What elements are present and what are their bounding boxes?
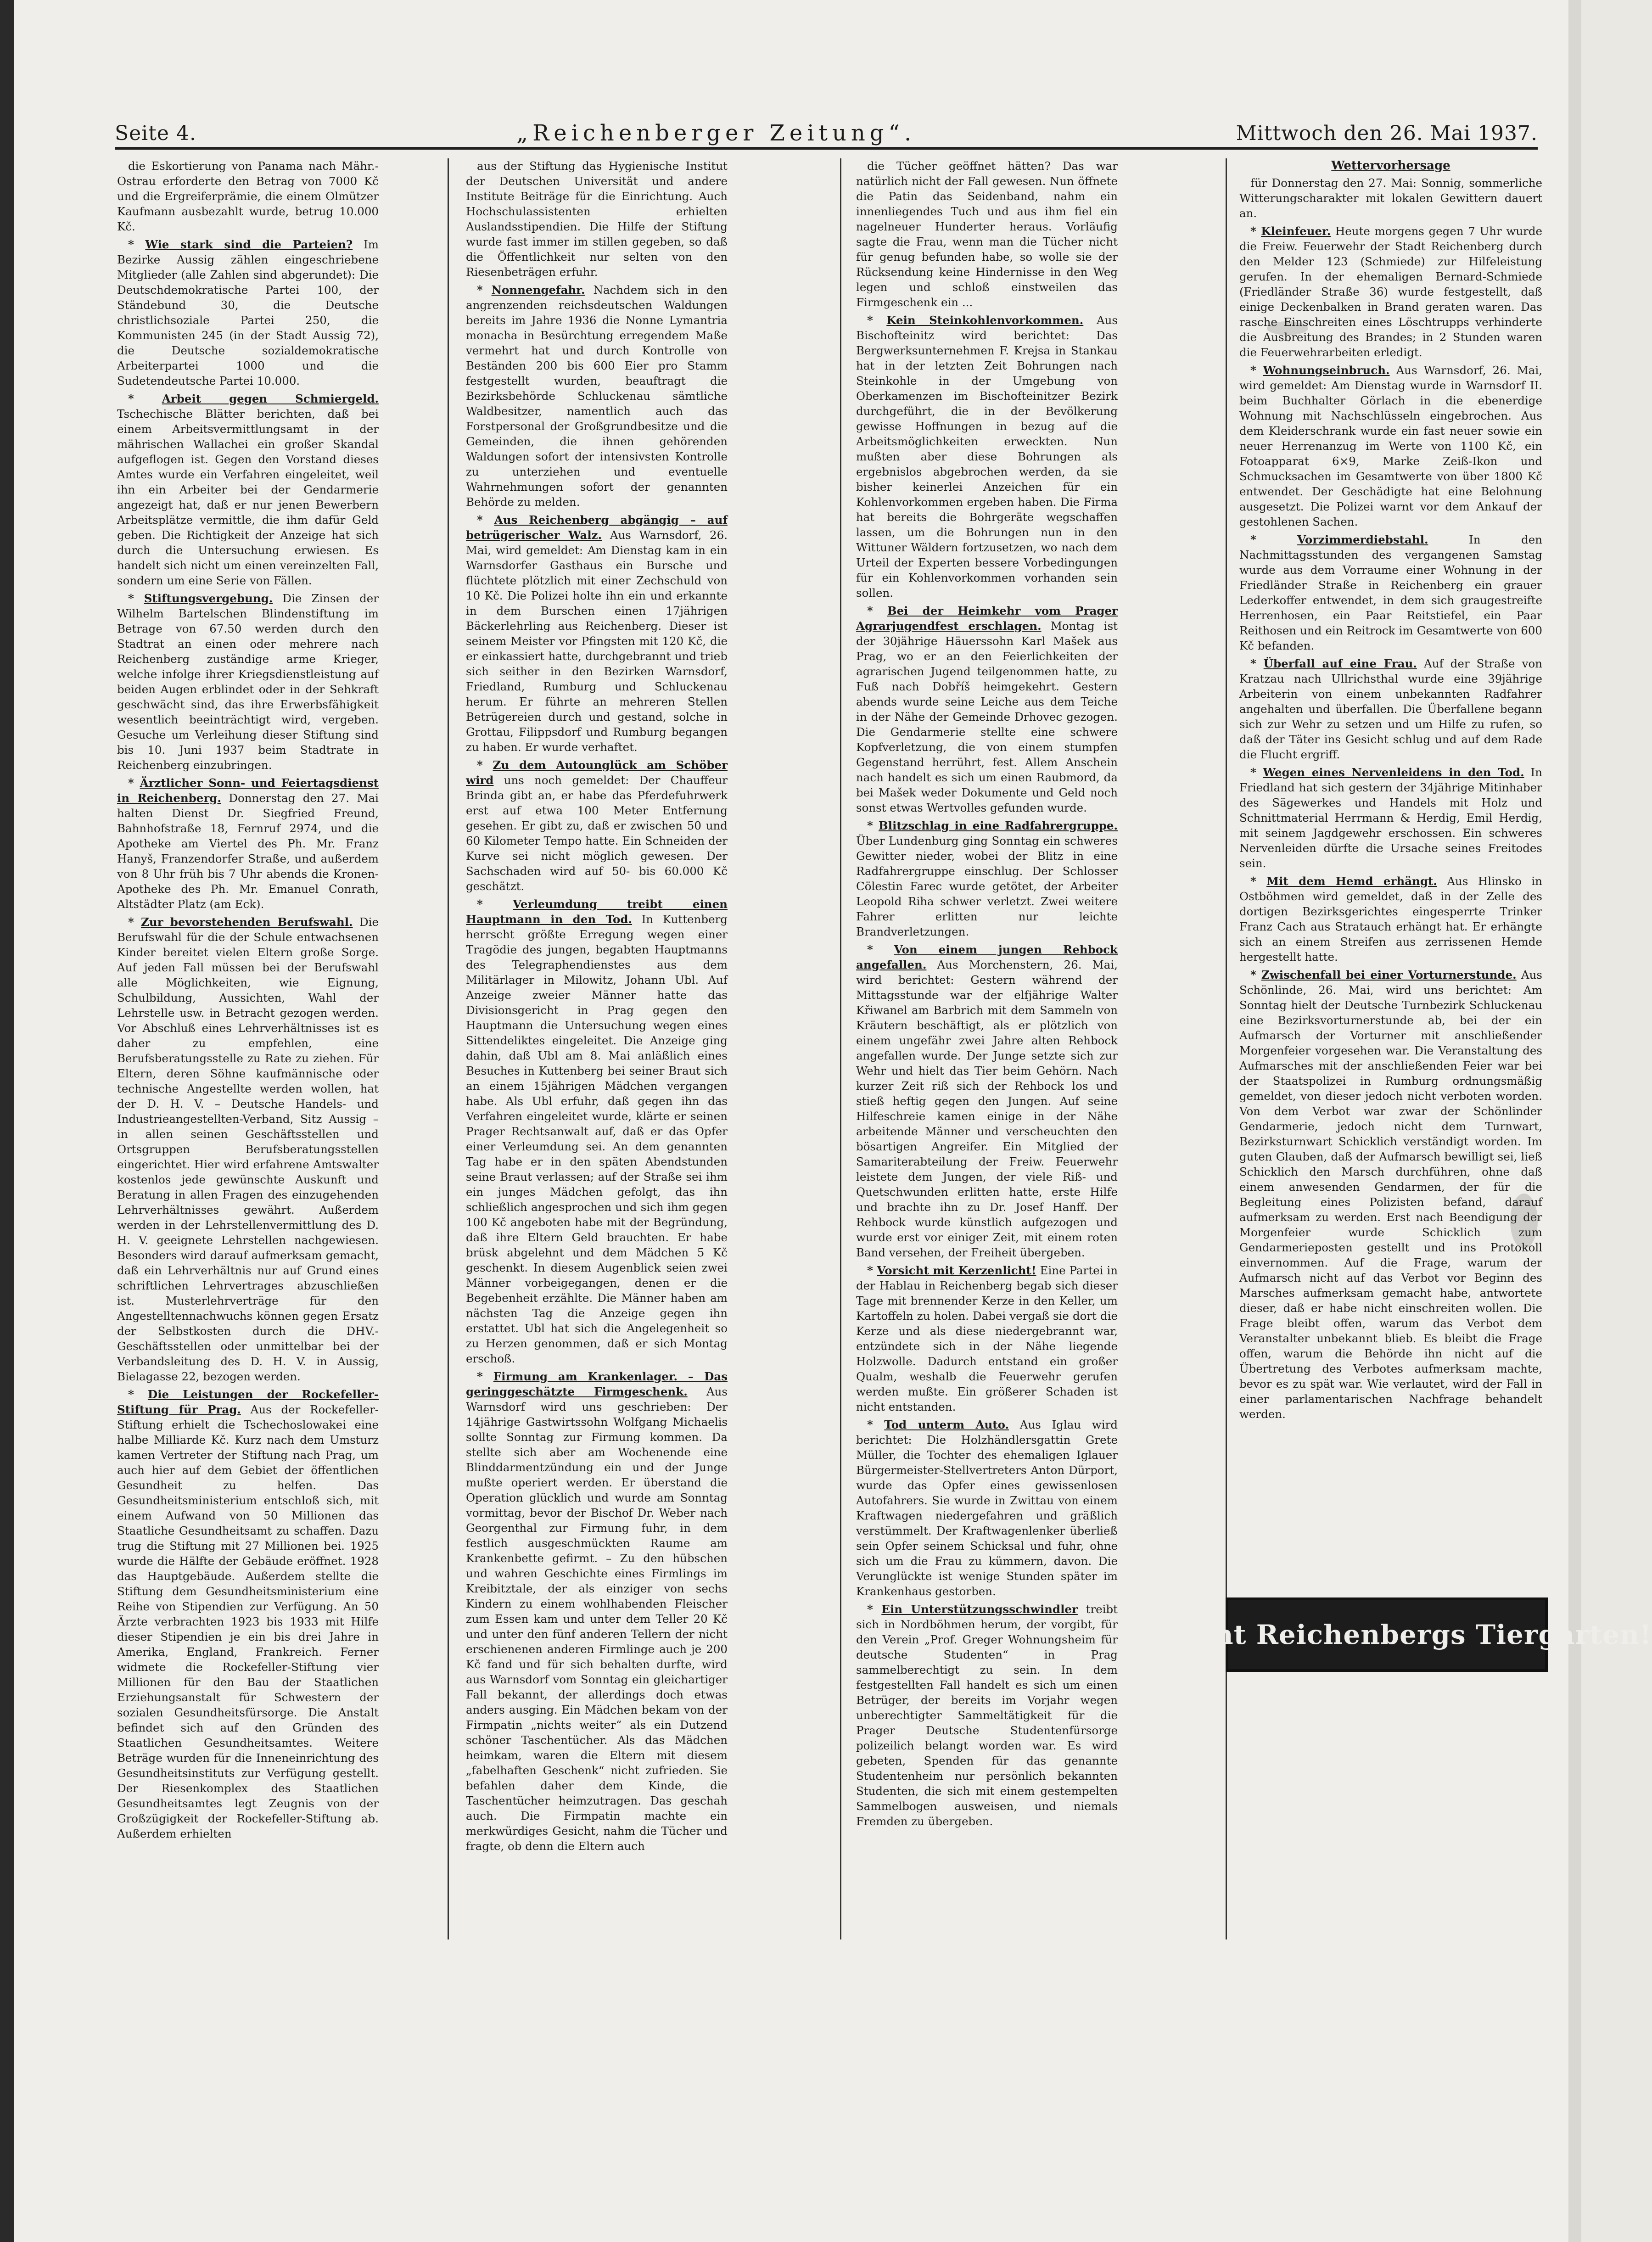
article-paragraph: [856, 158, 1118, 310]
scan-edge-right: [1568, 0, 1581, 2242]
advertisement-text: Besucht Reichenbergs Tiergarten!: [1121, 1619, 1652, 1650]
article-body: Aus Warnsdorf, 26. Mai, wird gemeldet: Am Dienstag kam in ein Warnsdorfer Gasthaus ein Bursche und flüchtete plötzlich mit einer Zechschuld von 10 Kč. Die Polizei holte ihn ein und erkannte in dem Burschen einen 17jährigen Bäckerlehrling aus Reichenberg. Dieser ist seinem Meister vor Pfingsten mit 120 Kč, die er einkassiert hatte, durchgebrannt und trieb sich seither in den Bezirken Warnsdorf, Friedland, Rumburg und Schluckenau herum. Er führte an mehreren Stellen Betrügereien durch und gestand, solche in Grottau, Filippsdorf und Rumburg begangen zu haben. Er wurde verhaftet.: [466, 528, 728, 754]
column-2: [466, 158, 728, 1939]
column-divider: [840, 158, 841, 1939]
article-paragraph: [856, 1417, 1118, 1599]
article-heading: Vorsicht mit Kerzenlicht!: [877, 1264, 1036, 1277]
bullet-star: *: [867, 1603, 882, 1616]
article-heading: Blitzschlag in eine Radfahrergruppe.: [878, 819, 1118, 832]
bullet-star: *: [867, 943, 894, 956]
column-divider: [448, 158, 449, 1939]
article-body: aus der Stiftung das Hygienische Institut der Deutschen Universität und andere Institute Beiträge für die Einrichtung. Auch Hochschulassistenten erhielten Auslandsstipendien. Die Hilfe der Stiftung wurde fast immer im stillen gegeben, so daß die Öffentlichkeit nur selten von den Riesenbeträgen erfuhr.: [466, 159, 728, 279]
article-body: Nachdem sich in den angrenzenden reichsdeutschen Waldungen bereits im Jahre 1936 die Nonne Lymantria monacha in Besürchtung erregendem Maße vermehrt hat und durch Kontrolle von Beständen 200 bis 600 Eier pro Stamm festgestellt wurden, beauftragt die Bezirksbehörde Schluckenau sämtliche Waldbesitzer, namentlich auch das Forstpersonal der Großgrundbesitze und die Gemeinden, die ihnen gehörenden Waldungen sofort der intensivsten Kontrolle zu unterziehen und eventuelle Wahrnehmungen sofort der genannten Behörde zu melden.: [466, 283, 728, 509]
bullet-star: *: [477, 513, 494, 527]
article-body: In den Nachmittagsstunden des vergangenen Samstag wurde aus dem Vorraume einer Wohnung in der Friedländer Straße in Reichenberg ein grauer Lederkoffer entwendet, in dem sich graugestreifte Herrenhosen, ein Paar Reitstiefel, ein Paar Reithosen und ein Reitrock im Gesamtwerte von 600 Kč befanden.: [1239, 533, 1542, 652]
bullet-star: *: [867, 1418, 885, 1431]
article-body: Tschechische Blätter berichten, daß bei einem Arbeitsvermittlungsamt in der mährischen Wallachei ein großer Skandal aufgeflogen ist. Gegen den Vorstand dieses Amtes wurde ein Verfahren eingeleitet, weil ihn ein Arbeiter bei der Gendarmerie angezeigt hat, daß er nur jenen Bewerbern Arbeitsplätze vermittle, die ihm dafür Geld geben. Die Richtigkeit der Anzeige hat sich durch die Untersuchung erwiesen. Es handelt sich nicht um einen vereinzelten Fall, sondern um eine Serie von Fällen.: [117, 407, 379, 587]
article-body: Montag ist der 30jährige Häuerssohn Karl Mašek aus Prag, wo er an den Feierlichkeiten der agrarischen Jugend teilgenommen hatte, zu Fuß nach Dobříš heimgekehrt. Gestern abends wurde seine Leiche aus dem Teiche in der Nähe der Gemeinde Drhovec gezogen. Die Gendarmerie stellte eine schwere Kopfverletzung, die von einem stumpfen Gegenstand herrührt, fest. Allem Anschein nach handelt es sich um einen Raubmord, da bei Mašek weder Dokumente und Geld noch sonst etwas Wertvolles gefunden wurde.: [856, 619, 1118, 814]
article-heading: Vorzimmerdiebstahl.: [1297, 533, 1428, 546]
article-heading: Verleumdung treibt einen Hauptmann in den Tod.: [466, 897, 728, 926]
article: [856, 1602, 1118, 1829]
article: [117, 591, 379, 773]
bullet-star: *: [477, 1370, 493, 1383]
article-heading: Nonnengefahr.: [491, 283, 585, 297]
article-body: Aus der Rockefeller-Stiftung erhielt die Tschechoslowakei eine halbe Milliarde Kč. Kurz nach dem Umsturz kamen Vertreter der Stiftung nach Prag, um auch hier auf dem Gebiet der öffentlichen Gesundheit zu helfen. Das Gesundheitsministerium entschloß sich, mit einem Aufwand von 50 Millionen das Staatliche Gesundheitsamt zu schaffen. Dazu trug die Stiftung mit 27 Millionen bei. 1925 wurde die Hälfte der Gebäude eröffnet. 1928 das Hauptgebäude. Außerdem stellte die Stiftung dem Gesundheitsministerium eine Reihe von Stipendien zur Verfügung. An 50 Ärzte verbrachten 1923 bis 1933 mit Hilfe dieser Stipendien je ein bis drei Jahre in Amerika, England, Frankreich. Ferner widmete die Rockefeller-Stiftung vier Millionen für den Bau der Staatlichen Erziehungsanstalt für Schwestern der sozialen Gesundheitsfürsorge. Die Anstalt befindet sich auf den Gründen des Staatlichen Gesundheitsamtes. Weitere Beträge wurden für die Inneneinrichtung des Gesundheitsinstituts zur Verfügung gestellt. Der Riesenkomplex des Staatlichen Gesundheitsamtes legt Zeugnis von der Großzügigkeit der Rockefeller-Stiftung ab. Außerdem erhielten: [117, 1403, 379, 1840]
bullet-star: *: [128, 776, 140, 790]
article-heading: Zu dem Autounglück am Schöber wird: [466, 758, 728, 787]
article-heading: Aus Reichenberg abgängig – auf betrügerischer Walz.: [466, 513, 728, 542]
article: [117, 914, 379, 1384]
bullet-star: *: [1250, 224, 1261, 238]
article-heading: Wohnungseinbruch.: [1263, 364, 1390, 377]
article: [117, 775, 379, 912]
article-paragraph: [1239, 224, 1542, 360]
column-4: [1239, 158, 1542, 1728]
article-body: In Kuttenberg herrscht größte Erregung wegen einer Tragödie des jungen, begabten Hauptmanns des Telegraphendienstes aus dem Militärlager in Milowitz, Johann Ubl. Auf Anzeige zweier Männer hatte das Divisionsgericht in Prag gegen den Hauptmann die Untersuchung wegen eines Sittendeliktes eingeleitet. Die Anzeige ging dahin, daß Ubl am 8. Mai anläßlich eines Besuches in Kuttenberg bei seiner Braut sich an einem 15jährigen Mädchen vergangen habe. Als Ubl erfuhr, daß gegen ihn das Verfahren eingeleitet wurde, klärte er seinen Prager Rechtsanwalt auf, daß er das Opfer einer Verleumdung sei. An dem genannten Tag habe er in den späten Abendstunden seine Braut verlassen; auf der Straße sei ihm ein junges Mädchen gefolgt, das ihn schließlich angesprochen und sich ihm gegen 100 Kč angeboten habe mit der Begründung, daß ihre Eltern Geld brauchten. Er habe brüsk abgelehnt und dem Mädchen 5 Kč geschenkt. In diesem Augenblick seien zwei Männer vorbeigegangen, denen er die Begebenheit erzählte. Die Männer haben am nächsten Tag die Anzeige gegen ihn erstattet. Ubl hat sich die Angelegenheit so zu Herzen genommen, daß er sich Montag erschoß.: [466, 913, 728, 1365]
article-heading: Arbeit gegen Schmiergeld.: [162, 392, 379, 405]
article-heading: Kein Steinkohlenvorkommen.: [886, 314, 1084, 327]
article: [856, 313, 1118, 600]
print-smudge: [1510, 1194, 1538, 1249]
page-header: [115, 117, 1538, 149]
newspaper-title: „Reichenberger Zeitung“.: [516, 120, 916, 146]
article: [1239, 363, 1542, 529]
bullet-star: *: [477, 283, 492, 297]
article-paragraph: [856, 313, 1118, 600]
bullet-star: *: [1250, 533, 1298, 546]
article-paragraph: [117, 158, 379, 234]
article: [466, 512, 728, 755]
article-body: Aus Hlinsko in Ostböhmen wird gemeldet, daß in der Zelle des dortigen Bezirksgerichtes eingesperrte Trinker Franz Cach aus Stratauch erhängt hat. Er erhängte sich an einem Streifen aus zerrissenen Hemde hergestellt hatte.: [1239, 874, 1542, 964]
article-body: treibt sich in Nordböhmen herum, der vorgibt, für den Verein „Prof. Greger Wohnungsheim für deutsche Studenten“ in Prag sammelberechtigt zu sein. In dem festgestellten Fall handelt es sich um einen Betrüger, der bereits im Vorjahr wegen unberechtigter Sammeltätigkeit für die Prager Deutsche Studentenfürsorge polizeilich belangt worden war. Es wird gebeten, Spenden für das genannte Studentenheim nur persönlich bekannten Studenten, die sich mit einem gestempelten Sammelbogen ausweisen, und niemals Fremden zu übergeben.: [856, 1603, 1118, 1828]
article-paragraph: [1239, 656, 1542, 762]
article: [466, 757, 728, 894]
article-body: Die Berufswahl für die der Schule entwachsenen Kinder bereitet vielen Eltern große Sorge. Auf jeden Fall müssen bei der Berufswahl alle Möglichkeiten, wie Eignung, Schulbildung, Aussichten, Wahl der Lehrstelle usw. in Betracht gezogen werden. Vor Abschluß eines Lehrverhältnisses ist es daher zu empfehlen, eine Berufsberatungsstelle zu Rate zu ziehen. Für Eltern, deren Söhne kaufmännische oder technische Angestellte werden wollen, hat der D. H. V. – Deutsche Handels- und Industrieangestellten-Verband, Sitz Aussig – in allen seinen Geschäftsstellen und Ortsgruppen Berufsberatungsstellen eingerichtet. Hier wird erfahrene Amtswalter kostenlos jede gewünschte Auskunft und Beratung in allen Fragen des einzugehenden Lehrverhältnisses gewährt. Außerdem werden in der Lehrstellenvermittlung des D. H. V. geeignete Lehrstellen nachgewiesen. Besonders wird darauf aufmerksam gemacht, daß ein Lehrverhältnis nur auf Grund eines schriftlichen Lehrvertrages abzuschließen ist. Musterlehrverträge für den Angestelltennachwuchs können gegen Ersatz der Selbstkosten durch die DHV.-Geschäftsstellen oder unmittelbar bei der Verbandsleitung des D. H. V. in Aussig, Bielagasse 22, bezogen werden.: [117, 915, 379, 1383]
column-divider: [1226, 158, 1227, 1939]
article-paragraph: [117, 391, 379, 588]
bullet-star: *: [1250, 874, 1267, 888]
bullet-star: *: [867, 604, 887, 617]
article-heading: Mit dem Hemd erhängt.: [1266, 874, 1437, 888]
article-paragraph: [1239, 967, 1542, 1422]
article-heading: Wettervorhersage: [1331, 159, 1450, 173]
bullet-star: *: [867, 1264, 877, 1277]
article-paragraph: [117, 1387, 379, 1841]
article-paragraph: [856, 1602, 1118, 1829]
article-body: Aus Warnsdorf, 26. Mai, wird gemeldet: Am Dienstag wurde in Warnsdorf II. beim Buchhalter Görlach in die ebenerdige Wohnung mit Nachschlüsseln eingebrochen. Aus dem Kleiderschrank wurde ein fast neuer sowie ein neuer Herrenanzug im Werte von 1100 Kč, ein Fotoapparat 6×9, Marke Zeiß-Ikon und Schmucksachen im Gesamtwerte von über 1800 Kč entwendet. Der Geschädigte hat eine Belohnung ausgesetzt. Die Polizei warnt vor dem Ankauf der gestohlenen Sachen.: [1239, 364, 1543, 528]
article-paragraph: [466, 282, 728, 510]
article-paragraph: [466, 512, 728, 755]
article-body: Auf der Straße von Kratzau nach Ullrichsthal wurde eine 39jährige Arbeiterin von einem unbekannten Radfahrer angehalten und überfallen. Die Überfallene begann sich zur Wehr zu setzen und um Hilfe zu rufen, so daß der Täter ins Gesicht schlug und auf dem Rade die Flucht ergriff.: [1239, 657, 1542, 761]
bullet-star: *: [477, 758, 493, 772]
article-body: uns noch gemeldet: Der Chauffeur Brinda gibt an, er habe das Pferdefuhrwerk erst auf etwa 100 Meter Entfernung gesehen. Er gibt zu, daß er zwischen 50 und 60 Kilometer Tempo hatte. Ein Schneiden der Kurve sei nicht möglich gewesen. Der Sachschaden wird auf 50- bis 60.000 Kč geschätzt.: [466, 773, 728, 893]
article: [856, 942, 1118, 1260]
article: [466, 158, 728, 280]
article-body: für Donnerstag den 27. Mai: Sonnig, sommerliche Witterungscharakter mit lokalen Gewittern dauert an.: [1239, 176, 1542, 220]
article-body: Die Zinsen der Wilhelm Bartelschen Blindenstiftung im Betrage von 67.50 werden durch den Stadtrat an einen oder mehrere nach Reichenberg zuständige arme Krieger, welche infolge ihrer Kriegsdienstleistung auf beiden Augen erblindet oder in der Sehkraft geschwächt sind, das ihre Erwerbsfähigkeit wesentlich beeinträchtigt wird, vergeben. Gesuche um Verleihung dieser Stiftung sind bis 10. Juni 1937 beim Stadtrate in Reichenberg einzubringen.: [117, 592, 379, 772]
article-paragraph: [856, 942, 1118, 1260]
issue-date: Mittwoch den 26. Mai 1937.: [1236, 121, 1538, 145]
article: [856, 818, 1118, 939]
article-paragraph: [117, 914, 379, 1384]
article-body: die Eskortierung von Panama nach Mähr.-Ostrau erforderte den Betrag von 7000 Kč und die Ergreiferprämie, die einem Olmützer Kaufmann ausbezahlt wurde, betrug 10.000 Kč.: [117, 159, 379, 233]
article-paragraph: [1239, 532, 1542, 653]
article-heading: Wie stark sind die Parteien?: [145, 238, 353, 251]
article: [1239, 532, 1542, 653]
article: [856, 1263, 1118, 1414]
article-body: In Friedland hat sich gestern der 34jährige Mitinhaber des Sägewerkes und Handels mit Holz und Schnittmaterial Herrmann & Herdig, Emil Herdig, mit seinem Jagdgewehr erschossen. Ein schweres Nervenleiden dürfte die Ursache seines Freitodes sein.: [1239, 766, 1543, 870]
bullet-star: *: [1250, 766, 1263, 779]
bullet-star: *: [128, 1388, 148, 1401]
bullet-star: *: [1250, 968, 1261, 981]
article-paragraph: [466, 897, 728, 1366]
article-heading: Stiftungsvergebung.: [144, 592, 273, 605]
advertisement-banner: [1121, 1597, 1652, 1672]
article: [856, 1417, 1118, 1599]
article: [117, 158, 379, 234]
article-heading: Firmung am Krankenlager. – Das geringgeschätzte Firmgeschenk.: [466, 1370, 728, 1398]
article-paragraph: [856, 603, 1118, 815]
bullet-star: *: [867, 819, 879, 832]
article-body: Aus Bischofteinitz wird berichtet: Das Bergwerksunternehmen F. Krejsa in Stankau hat in der letzten Zeit Bohrungen nach Steinkohle in der Umgebung von Oberkamenzen im Bischofteinitzer Bezirk durchgeführt, die in der Bevölkerung gewisse Hoffnungen in bezug auf die Arbeitsmöglichkeiten erweckten. Nun mußten aber diese Bohrungen als ergebnislos abgebrochen werden, da sie bisher keinerlei Anzeichen für ein Kohlenvorkommen ergeben haben. Die Firma hat bereits die Bohrgeräte wegschaffen lassen, um die Bohrungen nun in den Wittuner Wäldern fortzusetzen, wo nach dem Urteil der Experten bessere Vorbedingungen für ein Kohlenvorkommen vorhanden sein sollen.: [856, 314, 1118, 600]
article-heading: Von einem jungen Rehbock angefallen.: [856, 943, 1118, 971]
header-rule: [115, 147, 1538, 150]
article-heading: Die Leistungen der Rockefeller-Stiftung für Prag.: [117, 1388, 379, 1416]
article-paragraph: [117, 775, 379, 912]
bullet-star: *: [1250, 364, 1263, 377]
print-smudge: [1267, 321, 1308, 335]
article-body: Aus Warnsdorf wird uns geschrieben: Der 14jährige Gastwirtssohn Wolfgang Michaelis sollte Sonntag zur Firmung kommen. Da stellte sich aber am Wochenende eine Blinddarmentzündung ein und der Junge mußte operiert werden. Er überstand die Operation glücklich und wurde am Sonntag vormittag, bevor der Bischof Dr. Weber nach Georgenthal zur Firmung fuhr, in dem festlich ausgeschmückten Raume am Krankenbette gefirmt. – Zu den hübschen und wahren Geschichte eines Firmlings im Kreibitztale, der als einziger von sechs Kindern zu einem wohlhabenden Fleischer zum Essen kam und unter dem Teller 20 Kč und unter den fünf anderen Tellern der nicht erschienenen anderen Firmlinge auch je 200 Kč fand und für sich behalten durfte, wird aus Warnsdorf vom Sonntag ein gleichartiger Fall bekannt, der allerdings doch etwas anders ausging. Ein Mädchen bekam von der Firmpatin „nichts weiter“ als ein Dutzend schöner Taschentücher. Als das Mädchen heimkam, waren die Eltern mit diesem „fabelhaften Geschenk“ nicht zufrieden. Sie befahlen daher dem Kinde, die Taschentücher heimzutragen. Das geschah auch. Die Firmpatin machte ein merkwürdiges Gesicht, nahm die Tücher und fragte, ob denn die Eltern auch: [466, 1385, 728, 1853]
bullet-star: *: [128, 392, 162, 405]
article-body: Donnerstag den 27. Mai halten Dienst Dr. Siegfried Freund, Bahnhofstraße 18, Fernruf 2974, und die Apotheke am Viertel des Ph. Mr. Franz Hanyš, Franzendorfer Straße, und außerdem von 8 Uhr früh bis 7 Uhr abends die Kronen-Apotheke des Ph. Mr. Emanuel Conrath, Altstädter Platz (am Eck).: [117, 791, 379, 911]
article-heading: Ärztlicher Sonn- und Feiertagsdienst in Reichenberg.: [117, 776, 379, 805]
bullet-star: *: [1250, 657, 1264, 670]
article-heading: Zur bevorstehenden Berufswahl.: [141, 915, 353, 929]
article-body: Eine Partei in der Hablau in Reichenberg begab sich dieser Tage mit brennender Kerze in den Keller, um Kartoffeln zu holen. Dabei vergaß sie dort die Kerze und als diese niedergebrannt war, entzündete sich in der Nähe liegende Holzwolle. Dadurch entstand ein großer Qualm, weshalb die Feuerwehr gerufen werden mußte. Ein größerer Schaden ist nicht entstanden.: [856, 1264, 1118, 1413]
article-paragraph: [466, 1369, 728, 1854]
bullet-star: *: [477, 897, 513, 911]
article-body: Über Lundenburg ging Sonntag ein schweres Gewitter nieder, wobei der Blitz in eine Radfahrergruppe einschlug. Der Schlosser Cölestin Farec wurde getötet, der Arbeiter Leopold Riha schwer verletzt. Zwei weitere Fahrer erlitten nur leichte Brandverletzungen.: [856, 834, 1118, 938]
article-paragraph: [466, 158, 728, 280]
column-1: [117, 158, 379, 1939]
article: [1239, 874, 1542, 964]
article-heading: Überfall auf eine Frau.: [1263, 657, 1417, 670]
bullet-star: *: [128, 915, 141, 929]
article: [466, 897, 728, 1366]
article-body: Heute morgens gegen 7 Uhr wurde die Freiw. Feuerwehr der Stadt Reichenberg durch den Melder 123 (Schmiede) zur Hilfeleistung gerufen. In der ehemaligen Bernard-Schmiede (Friedländer Straße 36) wurde festgestellt, daß einige Deckenbalken in Brand geraten waren. Das rasche Einschreiten eines Löschtrupps verhinderte die Ausbreitung des Brandes; in 2 Stunden waren die Feuerwehrarbeiten erledigt.: [1239, 224, 1543, 359]
article: [1239, 158, 1542, 221]
article: [466, 282, 728, 510]
article-paragraph: [856, 1263, 1118, 1414]
scan-edge-left: [0, 0, 14, 2242]
article-paragraph: [1239, 765, 1542, 871]
article: [856, 158, 1118, 310]
article: [1239, 967, 1542, 1422]
article: [117, 237, 379, 388]
article-heading: Ein Unterstützungsschwindler: [881, 1603, 1078, 1616]
article-body: die Tücher geöffnet hätten? Das war natürlich nicht der Fall gewesen. Nun öffnete die Patin das Seidenband, nahm ein innenliegendes Tuch und aus ihm fiel ein nagelneuer Hunderter heraus. Vorläufig sagte die Frau, wenn man die Tücher nicht für genug befunden habe, so wolle sie der Rücksendung keine Hindernisse in den Weg legen und schloß einstweilen das Firmgeschenk ein ...: [856, 159, 1118, 309]
article: [1239, 224, 1542, 360]
article-body: Im Bezirke Aussig zählen eingeschriebene Mitglieder (alle Zahlen sind abgerundet): Die Deutschdemokratische Partei 100, der Ständebund 30, die Deutsche christlichsoziale Partei 250, die Kommunisten 245 (in der Stadt Aussig 72), die Deutsche sozialdemokratische Arbeiterpartei 1000 und die Sudetendeutsche Partei 10.000.: [117, 238, 379, 387]
article: [1239, 765, 1542, 871]
bullet-star: *: [128, 238, 146, 251]
article-paragraph: [466, 757, 728, 894]
article: [117, 391, 379, 588]
article: [117, 1387, 379, 1841]
article-heading: Tod unterm Auto.: [884, 1418, 1009, 1431]
article-heading: Kleinfeuer.: [1261, 224, 1331, 238]
article-paragraph: [856, 818, 1118, 939]
article: [856, 603, 1118, 815]
article-body: Aus Iglau wird berichtet: Die Holzhändlersgattin Grete Müller, die Tochter des ehemaligen Iglauer Bürgermeister-Stellvertreters Anton Dürport, wurde das Opfer eines gewissenlosen Autofahrers. Sie wurde in Zwittau von einem Kraftwagen niedergefahren und gräßlich verstümmelt. Der Kraftwagenlenker überließ sein Opfer seinem Schicksal und fuhr, ohne sich um die Frau zu kümmern, davon. Die Verunglückte ist wenige Stunden später im Krankenhaus gestorben.: [856, 1418, 1118, 1598]
article-body: Aus Schönlinde, 26. Mai, wird uns berichtet: Am Sonntag hielt der Deutsche Turnbezirk Schluckenau eine Bezirksvorturnerstunde ab, bei der ein Aufmarsch der Vorturner mit anschließender Morgenfeier vorgesehen war. Die Veranstaltung des Aufmarsches mit der anschließenden Feier war bei der Staatspolizei in Rumburg ordnungsmäßig gemeldet, von dieser jedoch nicht verboten worden. Von dem Verbot war zwar der Schönlinder Gendarmerie, jedoch nicht dem Turnwart, Bezirksturnwart Schicklich verständigt worden. Im guten Glauben, daß der Aufmarsch bewilligt sei, ließ Schicklich den Marsch durchführen, ohne daß einem anwesenden Gendarmen, der für die Begleitung eines Polizisten befand, darauf aufmerksam zu werden. Erst nach Beendigung der Morgenfeier wurde Schicklich zum Gendarmerieposten gestellt und ins Protokoll einvernommen. Auf die Frage, warum der Aufmarsch nicht auf das Verbot vor Beginn des Marsches aufmerksam gemacht habe, antwortete dieser, daß er habe nicht einschreiten wollen. Die Frage bleibt offen, warum das Verbot dem Veranstalter unbekannt blieb. Es bleibt die Frage offen, warum die Behörde ihn nicht auf die Übertretung des Verbotes aufmerksam machte, bevor es zu spät war. Wie verlautet, wird der Fall in einer parlamentarischen Nachfrage behandelt werden.: [1239, 968, 1542, 1421]
article-heading: Zwischenfall bei einer Vorturnerstunde.: [1261, 968, 1517, 981]
article-heading: Bei der Heimkehr vom Prager Agrarjugendfest erschlagen.: [856, 604, 1118, 633]
article-paragraph: [117, 591, 379, 773]
article-body: Aus Morchenstern, 26. Mai, wird berichtet: Gestern während der Mittagsstunde war der elfjährige Walter Křiwanel am Barbrich mit dem Sammeln von Kräutern beschäftigt, als er plötzlich von einem ungefähr zwei Jahre alten Rehbock angefallen wurde. Der Junge setzte sich zur Wehr und hielt das Tier beim Gehörn. Nach kurzer Zeit riß sich der Rehbock los und stieß heftig gegen den Jungen. Auf seine Hilfeschreie kamen einige in der Nähe arbeitende Männer und verscheuchten den bösartigen Angreifer. Ein Mitglied der Samariterabteilung der Freiw. Feuerwehr leistete dem Jungen, der viele Riß- und Quetschwunden erlitten hatte, erste Hilfe und brachte ihn zu Dr. Josef Hanff. Der Rehbock wurde künstlich aufgezogen und wurde erst vor einiger Zeit, mit einem roten Band versehen, der Freiheit übergeben.: [856, 958, 1118, 1259]
bullet-star: *: [128, 592, 144, 605]
article-paragraph: [117, 237, 379, 388]
article: [1239, 656, 1542, 762]
article: [466, 1369, 728, 1854]
article-paragraph: [1239, 363, 1542, 529]
article-paragraph: [1239, 874, 1542, 964]
bullet-star: *: [867, 314, 887, 327]
article-heading: Wegen eines Nervenleidens in den Tod.: [1263, 766, 1524, 779]
page-number: Seite 4.: [115, 121, 196, 145]
column-3: [856, 158, 1118, 1939]
